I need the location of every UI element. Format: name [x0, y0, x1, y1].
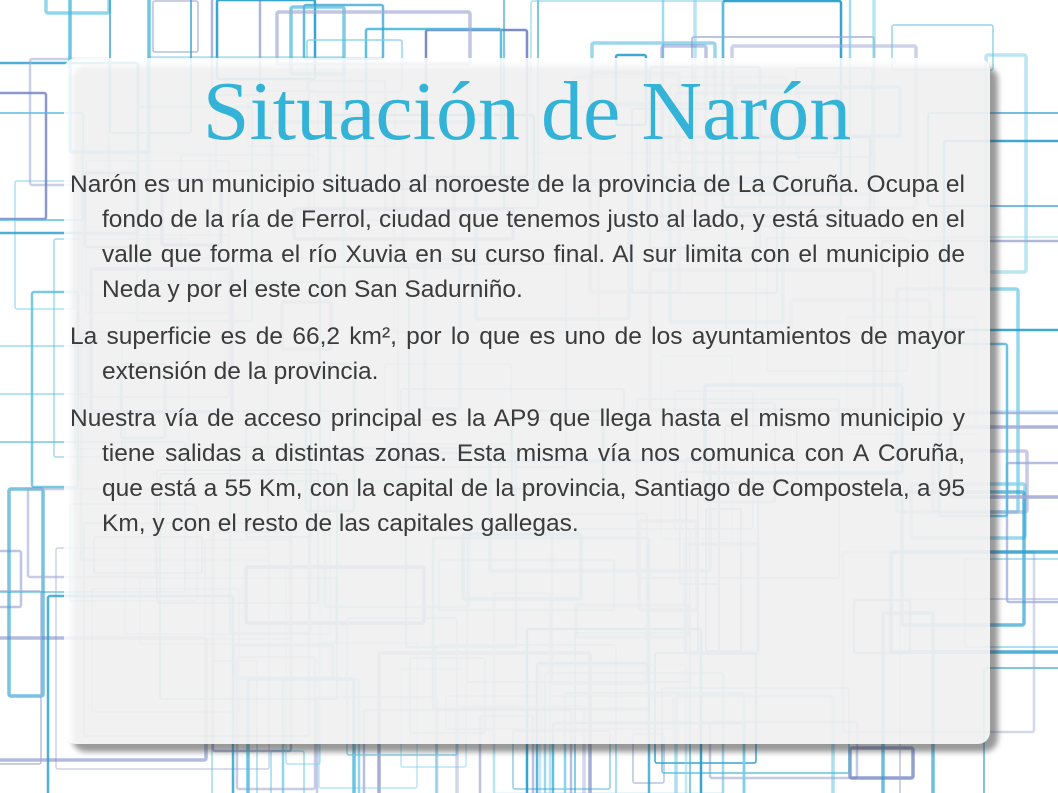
paragraph-location: Narón es un municipio situado al noroeste de la provincia de La Coruña. Ocupa el fondo de la ría de Ferrol, ciudad que tenemos justo al lado, y está situado en el valle que forma el río Xuvia en su curso final. Al sur limita con el municipio de Neda y por el este con San Sadurniño.	[70, 171, 965, 303]
pattern-square	[0, 591, 41, 764]
paragraph-access: Nuestra vía de acceso principal es la AP9 que llega hasta el mismo municipio y tiene salidas a distintas zonas. Esta misma vía nos comunica con A Coruña, que está a 55 Km, con la capital de la provincia, Santiago de Compostela, a 95 Km, y con el resto de las capitales gallegas.	[70, 405, 965, 537]
pattern-square	[277, 12, 470, 64]
pattern-square	[46, 0, 109, 13]
slide-title: Situación de Narón	[202, 65, 852, 158]
paragraph-area: La superficie es de 66,2 km², por lo que es uno de los ayuntamientos de mayor extensión de la provincia.	[70, 323, 965, 385]
pattern-square	[271, 751, 304, 793]
slide-body	[70, 167, 965, 553]
pattern-square	[0, 93, 46, 219]
